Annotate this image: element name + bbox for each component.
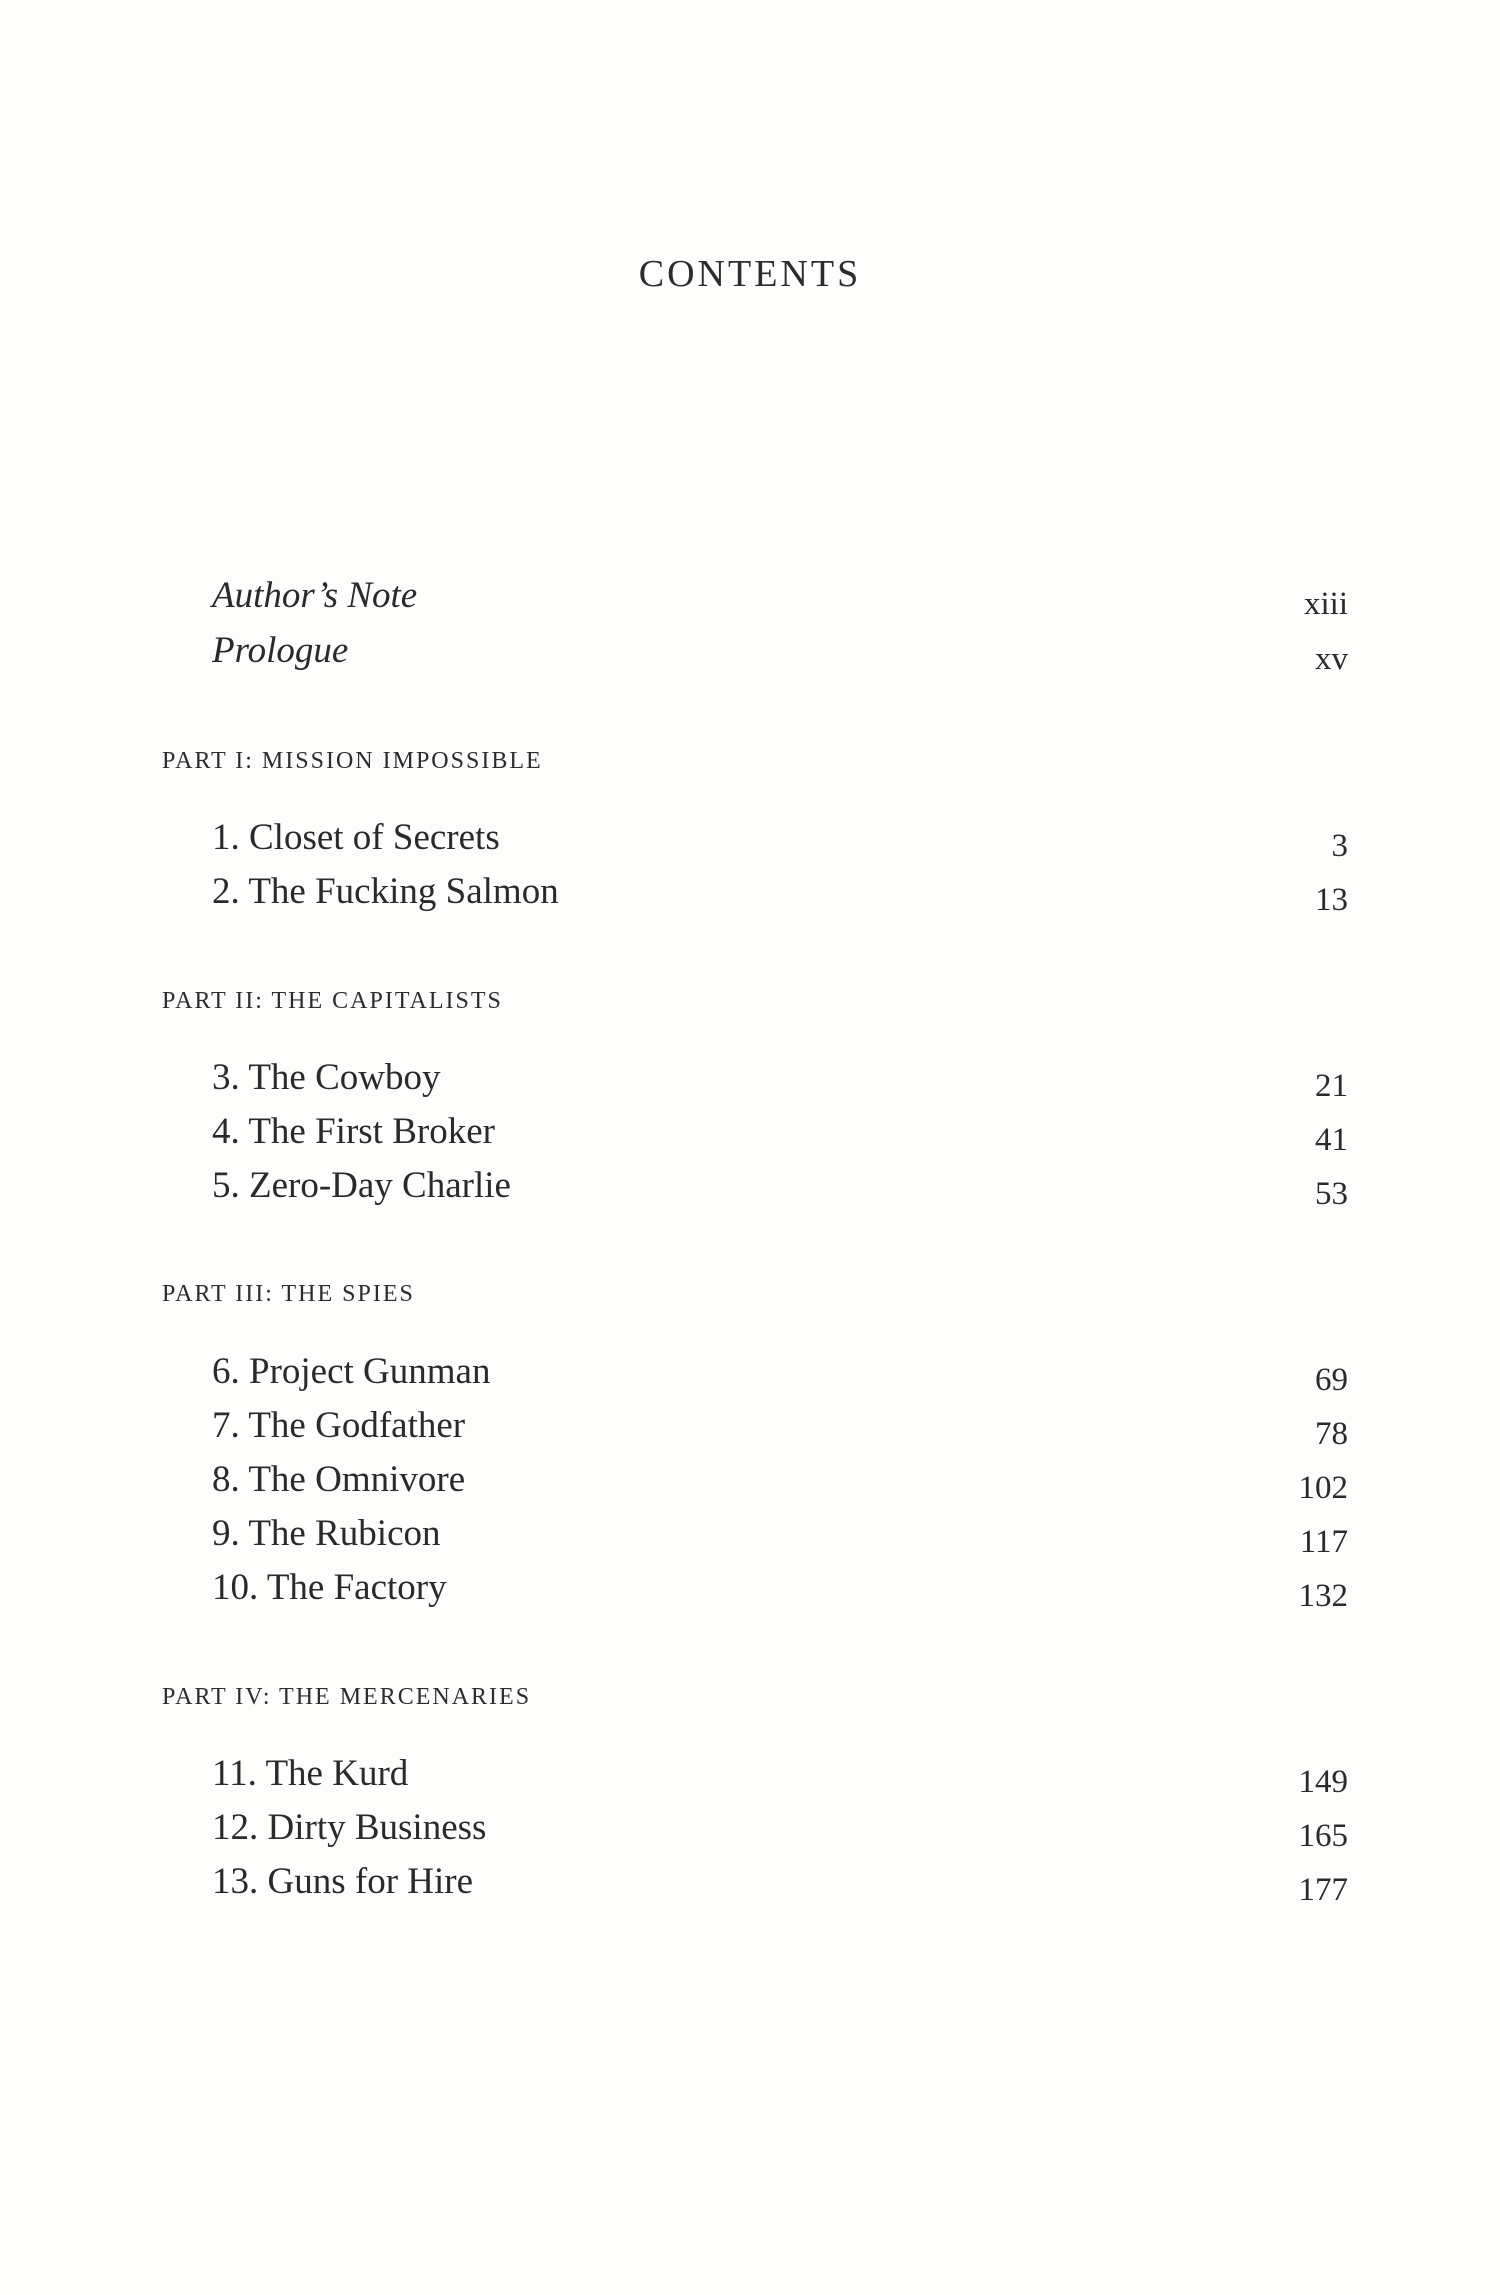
entry-page-number: 117 [1299,1524,1348,1560]
toc-entry-chapter-2[interactable] [212,868,1348,916]
toc-entry-chapter-12[interactable] [212,1804,1348,1852]
entry-page-number: 41 [1315,1122,1348,1158]
entry-title: 13. Guns for Hire [212,1861,474,1902]
entry-title: 1. Closet of Secrets [212,817,500,858]
entry-title: 6. Project Gunman [212,1351,491,1392]
entry-page-number: 21 [1315,1068,1348,1104]
toc-entry-chapter-5[interactable] [212,1162,1348,1210]
entry-page-number: 177 [1298,1872,1348,1908]
toc-entry-chapter-11[interactable] [212,1750,1348,1798]
entry-page-number: 13 [1315,882,1348,918]
entry-page-number: 69 [1315,1362,1348,1398]
part-heading-1: PART I: MISSION IMPOSSIBLE [162,748,543,774]
toc-entry-chapter-7[interactable] [212,1402,1348,1450]
entry-title: 9. The Rubicon [212,1513,441,1554]
part-heading-4: PART IV: THE MERCENARIES [162,1684,532,1710]
toc-entry-chapter-6[interactable] [212,1348,1348,1396]
entry-page-number: xiii [1303,586,1348,622]
toc-entry-chapter-8[interactable] [212,1456,1348,1504]
entry-title: 5. Zero-Day Charlie [212,1165,511,1206]
entry-page-number: 165 [1298,1818,1348,1854]
entry-page-number: 78 [1315,1416,1348,1452]
toc-entry-chapter-10[interactable] [212,1564,1348,1612]
entry-title: 10. The Factory [212,1567,447,1608]
toc-entry-prologue[interactable] [212,627,1348,675]
entry-page-number: 3 [1331,828,1348,864]
entry-page-number: 149 [1298,1764,1348,1800]
entry-page-number: 53 [1315,1176,1348,1212]
entry-page-number: 102 [1298,1470,1348,1506]
entry-title: 12. Dirty Business [212,1807,487,1848]
toc-entry-authors-note[interactable] [212,572,1348,620]
toc-entry-chapter-13[interactable] [212,1858,1348,1906]
entry-title: 2. The Fucking Salmon [212,871,559,912]
entry-title: Author’s Note [212,575,418,616]
part-heading-2: PART II: THE CAPITALISTS [162,988,503,1014]
toc-entry-chapter-9[interactable] [212,1510,1348,1558]
entry-page-number: xv [1315,641,1348,677]
toc-entry-chapter-4[interactable] [212,1108,1348,1156]
entry-title: 8. The Omnivore [212,1459,466,1500]
entry-title: 11. The Kurd [212,1753,409,1794]
page-title: CONTENTS [638,253,862,295]
entry-title: 3. The Cowboy [212,1057,441,1098]
toc-entry-chapter-3[interactable] [212,1054,1348,1102]
entry-page-number: 132 [1298,1578,1348,1614]
part-heading-3: PART III: THE SPIES [162,1281,415,1307]
toc-entry-chapter-1[interactable] [212,814,1348,862]
entry-title: Prologue [212,630,349,671]
entry-title: 7. The Godfather [212,1405,466,1446]
entry-title: 4. The First Broker [212,1111,495,1152]
